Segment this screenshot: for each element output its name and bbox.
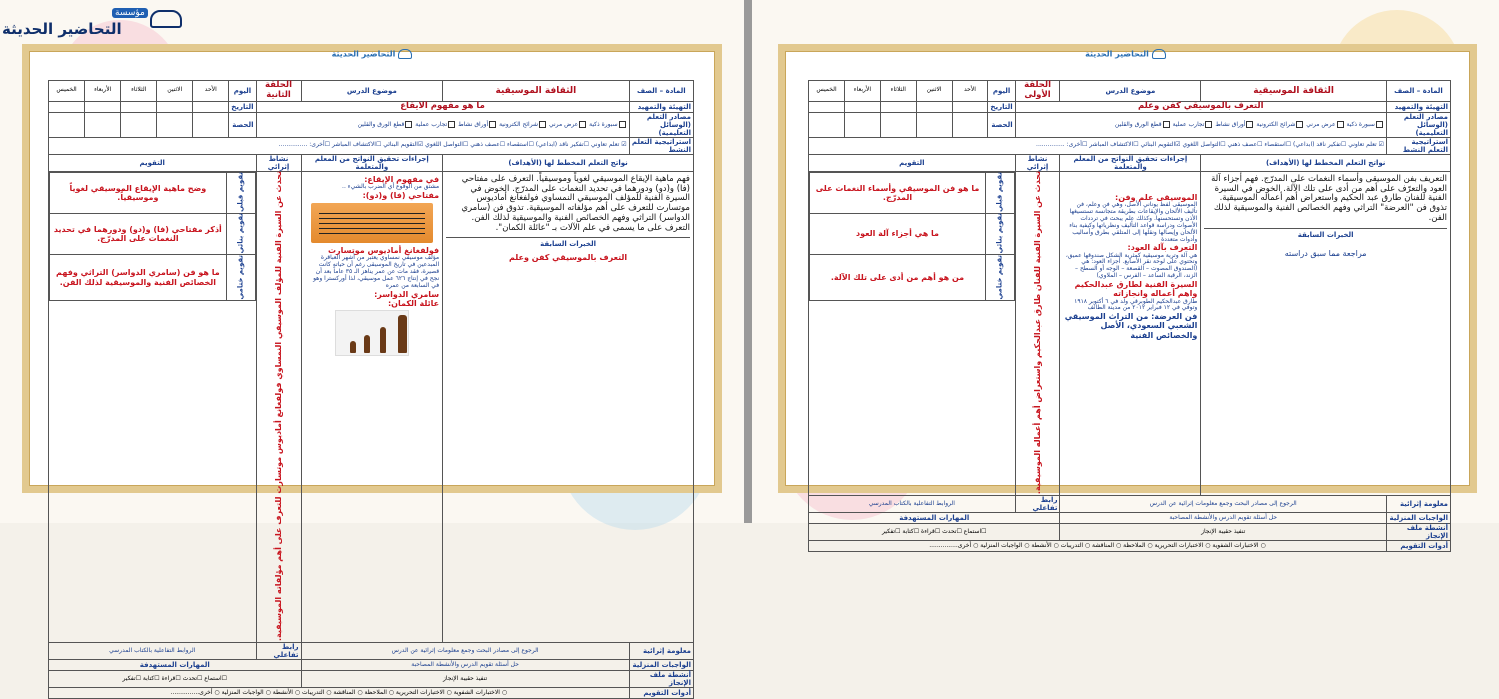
eval-question: ما هو فن الموسيقي وأسماء النغمات على المدرّج. — [810, 172, 986, 213]
proc-heading: فولفغانغ أماديوس موتسارت — [327, 246, 440, 256]
homework-text: حل أسئلة تقويم الدرس والأنشطة المصاحبة — [1060, 513, 1386, 524]
eval-type: تقويم بنائي — [985, 213, 1014, 254]
strategy-options: ☑ تعلم تعاوني ☐تفكير ناقد (ابداعي) ☐استقصاء ☐عصف ذهني ☐التواصل اللغوي ☑التقويم البنائي ☐الاكتشاف المباشر ☐أخرى: ............... — [809, 137, 1387, 154]
portfolio-text: تنفيذ حقيبة الإنجاز — [301, 671, 629, 688]
subject-label: المادة – الصف — [629, 81, 693, 102]
resource-item: عرض مرني — [548, 120, 579, 128]
day-name: الخميس — [809, 81, 845, 102]
violin-family-image — [335, 310, 410, 356]
day-name: الأحد — [193, 81, 229, 102]
date-label: التاريخ — [229, 101, 256, 112]
evaluation-header: التقويم — [809, 154, 1016, 171]
proc-heading: في مفهوم الإيقاع: — [364, 174, 440, 184]
homework-label: الواجبات المنزلية — [1386, 513, 1450, 524]
prev-value: مراجعة مما سبق دراسته — [1284, 248, 1367, 258]
resource-item: تجارب عملية — [415, 120, 448, 128]
objectives-text — [443, 171, 694, 642]
intro-label: التهيئة والتمهيد — [629, 101, 693, 112]
day-name: الأربعاء — [85, 81, 121, 102]
info-text: الرجوع إلى مصادر البحث وجمع معلومات إثرائية عن الدرس — [1060, 496, 1386, 513]
evaluation-block — [49, 171, 257, 642]
strategy-label: استراتيجية التعلم النشط — [629, 137, 693, 154]
homework-text: حل أسئلة تقويم الدرس والأنشطة المصاحبة — [301, 660, 629, 671]
info-text: الرجوع إلى مصادر البحث وجمع معلومات إثرائية عن الدرس — [301, 642, 629, 659]
resource-item: تجارب عملية — [1172, 120, 1205, 128]
proc-text: الموسيقى لفظ يوناني الأصل، وهي فن وعلم، فن تأليف الألحان والإيقاعات بطريقة متجانسة تستسيغها الأذن وتستحسنها. وكذلك علم يبحث في ترددات الأصوات ودراسة قواعد التأليف ونظرياتها وكيفية بناء الألحان وإيصالها ونقلها إلى المتلقي بطرق وأساليب وأدوات متعددة — [1069, 201, 1198, 243]
day-name: الثلاثاء — [121, 81, 157, 102]
eval-type: تقويم ختامي — [226, 255, 255, 301]
lesson-table-1 — [808, 80, 1451, 552]
info-label: معلومة إثرائية — [1386, 496, 1450, 513]
skills-options: ☐استماع ☐تحدث ☐قراءة ☐كتابة ☐تفكير — [49, 671, 302, 688]
resource-item: عرض مرني — [1306, 120, 1336, 128]
brand-logo — [2, 6, 188, 40]
proc-text: مؤلف موسيقي نمساوي يعتبر من أشهر العباقرة المبدعين في تاريخ الموسيقى رغم أن حياته كانت قصيرة، فقد مات عن عمر يناهز الـ ٣٥ عاماً بعد أن نجح في إنتاج ٦٢٦ عمل موسيقي، لذا أوركسترا وهو في السابعة من عمره — [313, 254, 440, 289]
evaluation-block — [809, 171, 1016, 495]
strategy-options: ☑ تعلم تعاوني ☐تفكير ناقد (ابداعي) ☐استقصاء ☐عصف ذهني ☐التواصل اللغوي ☑التقويم البنائي ☐الاكتشاف المباشر ☐أخرى: ............... — [49, 137, 630, 154]
resources-list — [256, 112, 629, 137]
eval-type: تقويم قبلي — [985, 172, 1014, 213]
objectives-header: نواتج التعلم المخطط لها (الأهداف) — [443, 154, 694, 171]
resource-item: قطع الورق والقلين — [1114, 120, 1162, 128]
proc-heading: الموسيقى علم وفن: — [1115, 192, 1198, 202]
portfolio-label: أنشطة ملف الإنجاز — [1386, 524, 1450, 541]
intro-label: التهيئة والتمهيد — [1386, 101, 1450, 112]
tools-label: أدوات التقويم — [629, 688, 693, 699]
resource-item: قطع الورق والقلين — [357, 120, 405, 128]
objectives-header: نواتج التعلم المخطط لها (الأهداف) — [1201, 154, 1451, 171]
proc-heading: السيرة الفنية لطارق عبدالحكيم واهم أعماله وانجازاته — [1074, 280, 1198, 299]
day-name: الأربعاء — [844, 81, 880, 102]
proc-text: مشتق من الوقوع أي الضرب بالشيء .. — [342, 183, 440, 191]
objectives-body: فهم ماهية الإيقاع الموسيقي لغوياً وموسيقياً. التعرف على مفتاحي (فا) و(دو) ودورهما في تحديد النغمات على المدرّج. الخوض في السيرة الفنية للمؤلف الموسيقي النمساوي فولفغانغ أماديوس موتسارت للتعرف على أهم مؤلفاته الموسيقية. تذوق فن (سامري الدواسر) التراثي وفهم الخصائص الفنية والموسيقية لذلك الفن. التعرف على ما يسمى في علم الآلات بـ "عائلة الكمان". — [461, 173, 690, 233]
subject-value: الثقافة الموسيقية — [443, 81, 629, 102]
music-staff-image — [311, 203, 434, 243]
lesson-title: الحلقة الثانية — [256, 81, 301, 102]
proc-heading: مفتاحي (فا) و(دو): — [362, 190, 440, 200]
resource-item: شرائح الكترونية — [499, 120, 539, 128]
period-label: الحصة — [229, 112, 256, 137]
eval-type: تقويم قبلي — [226, 172, 255, 213]
resource-item: سبورة ذكية — [1346, 120, 1375, 128]
prev-label: الخبرات السابقة — [1204, 228, 1447, 239]
objectives-body: التعريف بفن الموسيقى وأسماء النغمات على المدرّج. فهم أجزاء آلة العود والتعرّف على أهم من أدى على تلك الآلة. الخوض في السيرة الفنية للفنان طارق عبد الحكيم واستعراض أهم أعماله الموسيقية. تذوق فن "العرضة" التراثي وفهم الخصائص الفنية والموسيقية لذلك الفن. — [1211, 173, 1447, 223]
prev-value: التعرف بالموسيقي كفن وعلم — [509, 252, 628, 262]
homework-label: الواجبات المنزلية — [629, 660, 693, 671]
day-name: الخميس — [49, 81, 85, 102]
date-label: التاريخ — [988, 101, 1015, 112]
link-text: الروابط التفاعلية بالكتاب المدرسي — [49, 642, 257, 659]
proc-text: هي آلة وترية موسيقية كمثرية الشكل صندوقها عميق، وتحتوي على لوحة نقر الأصابع. أجزاء العود: هي (الصندوق المصوت – القصعة – الوجه أو السطح – الزند، الرقبة الساعد – الفرس – الملاوي) — [1065, 251, 1198, 280]
subject-value: الثقافة الموسيقية — [1201, 81, 1387, 102]
resources-label: مصادر التعلم (الوسائل التعليمية) — [1386, 112, 1450, 137]
car-icon — [398, 49, 412, 59]
proc-heading: سامري الدواسر: — [374, 289, 440, 299]
resource-item: شرائح الكترونية — [1256, 120, 1296, 128]
activity-header: نشاط إثرائي — [1015, 154, 1060, 171]
skills-options: ☐استماع ☐تحدث ☐قراءة ☐كتابة ☐تفكير — [809, 524, 1060, 541]
car-icon — [150, 10, 182, 28]
procedures-text — [301, 171, 443, 642]
activity-header: نشاط إثرائي — [256, 154, 301, 171]
skills-label: المهارات المستهدفة — [49, 660, 302, 671]
brand-text: التحاضير الحديثة — [331, 49, 396, 59]
day-label: اليوم — [229, 81, 256, 102]
day-name: الأحد — [952, 81, 988, 102]
resource-item: أوراق نشاط — [1215, 120, 1246, 128]
eval-question: وضح ماهية الإيقاع الموسيقي لغوياً وموسيقياً. — [50, 172, 227, 213]
link-label: رابط تفاعلي — [256, 642, 301, 659]
info-label: معلومة إثرائية — [629, 642, 693, 659]
resources-label: مصادر التعلم (الوسائل التعليمية) — [629, 112, 693, 137]
procedures-header: إجراءات تحقيق النواتج من المعلم والمتعلمة — [1060, 154, 1201, 171]
eval-question: من هو أهم من أدى على تلك الآلة. — [810, 255, 986, 301]
car-icon — [1152, 49, 1166, 59]
day-name: الاثنين — [916, 81, 952, 102]
document-page-right — [752, 0, 1499, 551]
lesson-table-2 — [48, 80, 694, 699]
portfolio-text: تنفيذ حقيبة الإنجاز — [1060, 524, 1386, 541]
eval-question: ما هي أجزاء آلة العود — [810, 213, 986, 254]
logo-name: التحاضير الحديثة — [2, 20, 122, 38]
prev-label: الخبرات السابقة — [446, 237, 690, 248]
resource-item: أوراق نشاط — [458, 120, 489, 128]
activity-text: تحدث عن السيرة الفنية للمؤلف الموسيقي النمساوي فولفغانغ أماديوس موتسارت للتعرف على أهم مؤلفاته الموسيقية. — [256, 171, 301, 642]
proc-heading: التعرف بآلة العود: — [1127, 243, 1198, 253]
link-text: الروابط التفاعلية بالكتاب المدرسي — [809, 496, 1016, 513]
day-name: الثلاثاء — [880, 81, 916, 102]
portfolio-label: أنشطة ملف الإنجاز — [629, 671, 693, 688]
subject-label: المادة – الصف — [1386, 81, 1450, 102]
lesson-topic: التعرف بالموسيقي كفن وعلم — [1015, 101, 1386, 112]
procedures-text — [1060, 171, 1201, 495]
link-label: رابط تفاعلي — [1015, 496, 1060, 513]
topic-label: موضوع الدرس — [301, 81, 443, 102]
eval-question: ما هو فن (سامري الدواسر) التراثي وفهم الخصائص الفنية والموسيقية لذلك الفن. — [50, 255, 227, 301]
procedures-header: إجراءات تحقيق النواتج من المعلم والمتعلمة — [301, 154, 443, 171]
eval-question: أذكر مفتاحي (فا) و(دو) ودورهما في تحديد النغمات على المدرّج. — [50, 213, 227, 254]
logo-org: مؤسسة — [112, 8, 148, 18]
document-page-left — [0, 0, 744, 698]
tools-options: ○ الاختبارات الشفوية ○ الاختبارات التحريرية ○ الملاحظة ○ المناقشة ○ التدريبات ○ الأنشطة ○ الواجبات المنزلية ○ أخرى............... — [49, 688, 630, 699]
sheet-brand — [0, 49, 744, 59]
eval-type: تقويم ختامي — [985, 255, 1014, 301]
page-divider — [744, 0, 752, 523]
lesson-topic: ما هو مفهوم الايقاع — [256, 101, 629, 112]
lesson-title: الحلقة الأولى — [1015, 81, 1060, 102]
resources-list — [1015, 112, 1386, 137]
tools-label: أدوات التقويم — [1386, 541, 1450, 552]
proc-text: طارق عبدالحكيم الطوبرقي ولد في ٦ أكتوبر ١٩١٨ وتوفي في ١٢ فبراير ٢٠١٢ من مدينة الطائف — [1074, 297, 1198, 312]
brand-text: التحاضير الحديثة — [1085, 49, 1149, 59]
topic-label: موضوع الدرس — [1060, 81, 1201, 102]
proc-heading: فن العرضة: من التراث الموسيقي الشعبي السعودي، الأصل والخصائص الفنية — [1064, 312, 1198, 340]
activity-text: تحدث عن السيرة الفنية للفنان طارق عبدالحكيم واستعراض أهم أعماله الموسيقية. — [1015, 171, 1060, 495]
day-label: اليوم — [988, 81, 1015, 102]
skills-label: المهارات المستهدفة — [809, 513, 1060, 524]
resource-item: سبورة ذكية — [589, 120, 618, 128]
sheet-brand — [752, 49, 1499, 59]
proc-heading: عائلة الكمان: — [387, 298, 440, 308]
period-label: الحصة — [988, 112, 1015, 137]
tools-options: ○ الاختبارات الشفوية ○ الاختبارات التحريرية ○ الملاحظة ○ المناقشة ○ التدريبات ○ الأنشطة ○ الواجبات المنزلية ○ أخرى............... — [809, 541, 1387, 552]
evaluation-header: التقويم — [49, 154, 257, 171]
day-name: الاثنين — [157, 81, 193, 102]
eval-type: تقويم بنائي — [226, 213, 255, 254]
objectives-text — [1201, 171, 1451, 495]
strategy-label: استراتيجية التعلم النشط — [1386, 137, 1450, 154]
